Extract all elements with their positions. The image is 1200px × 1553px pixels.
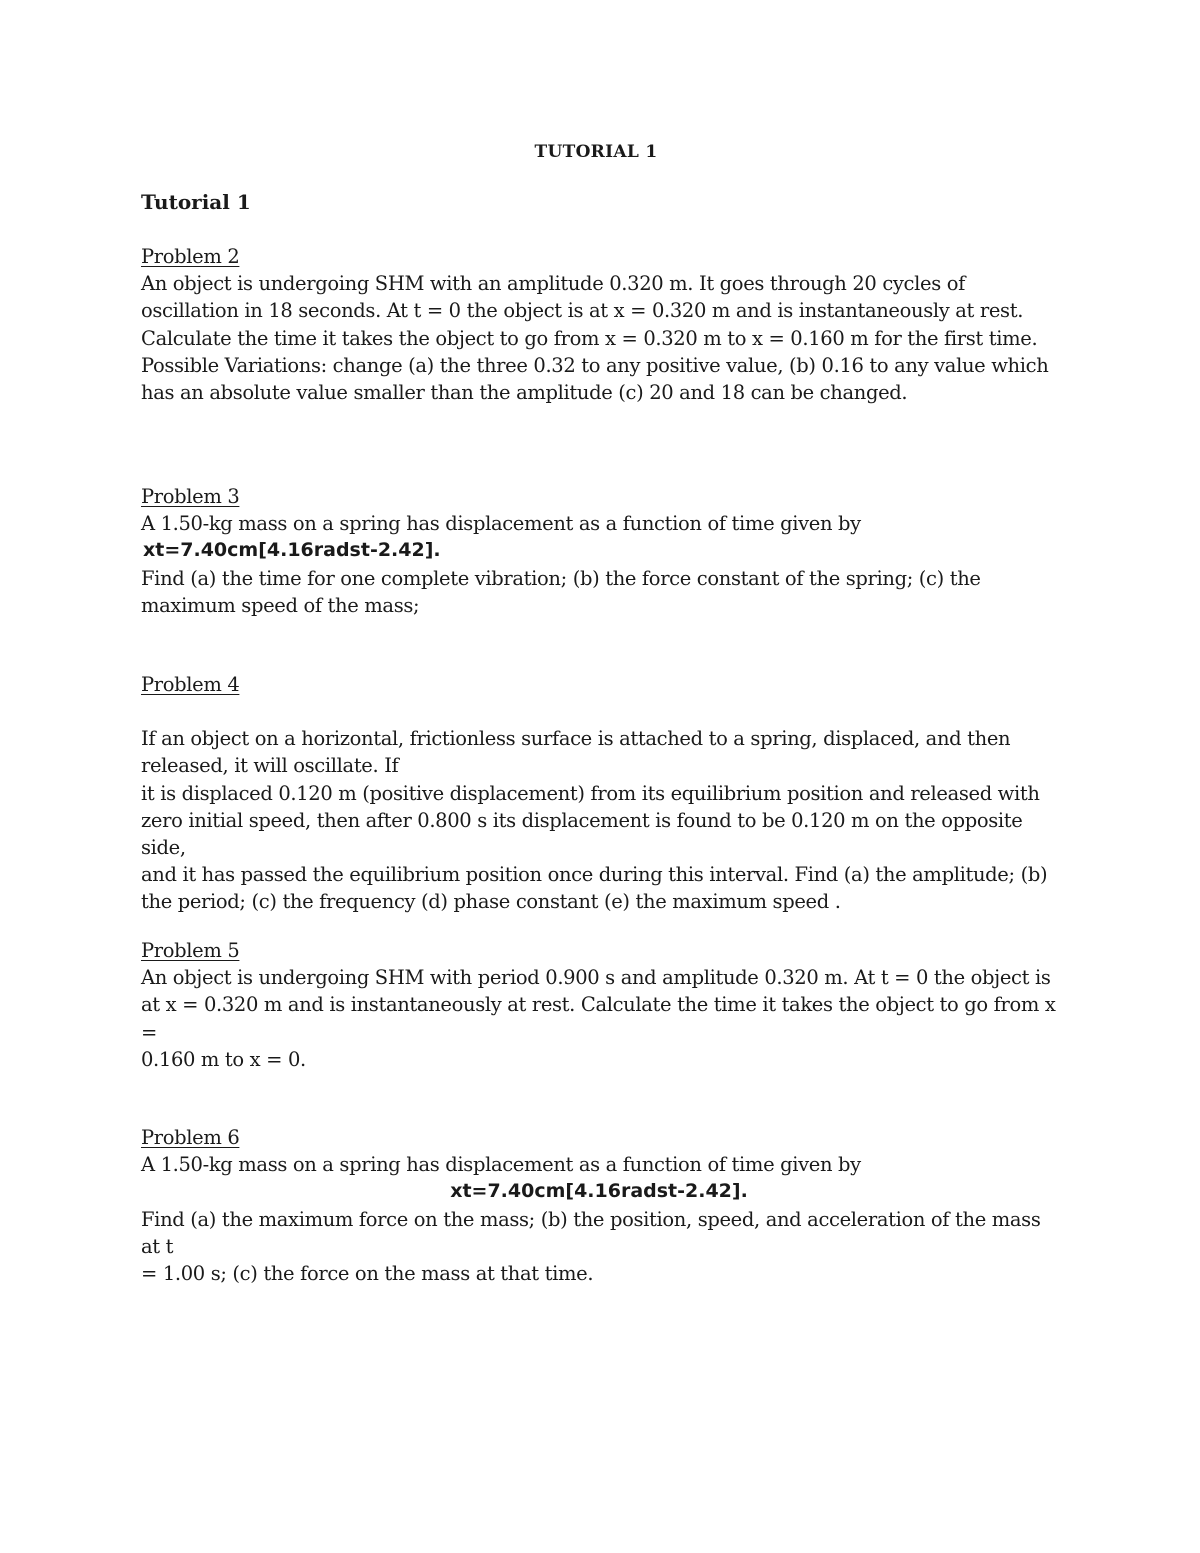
problem-6-intro: A 1.50-kg mass on a spring has displacement as a function of time given by xyxy=(141,1153,861,1177)
problem-4-section xyxy=(141,671,1061,916)
problem-3-formula: xt=7.40cm[4.16radst-2.42]. xyxy=(143,539,441,562)
problem-2-section xyxy=(141,243,1061,406)
problem-2-line-2: oscillation in 18 seconds. At t = 0 the object is at x = 0.320 m and is instantaneously at rest. xyxy=(141,299,1024,323)
problem-4-line-1: If an object on a horizontal, frictionless surface is attached to a spring, displaced, and then xyxy=(141,727,1011,751)
problem-5-line-2: at x = 0.320 m and is instantaneously at rest. Calculate the time it takes the object to go from x = xyxy=(141,993,1056,1044)
problem-2-line-1: An object is undergoing SHM with an amplitude 0.320 m. It goes through 20 cycles of xyxy=(141,272,965,296)
problem-2-line-5: has an absolute value smaller than the amplitude (c) 20 and 18 can be changed. xyxy=(141,381,908,405)
problem-3-line-2: maximum speed of the mass; xyxy=(141,593,420,617)
problem-3-line-1: Find (a) the time for one complete vibration; (b) the force constant of the spring; (c) the xyxy=(141,566,981,590)
problem-4-title: Problem 4 xyxy=(141,673,240,696)
problem-3-section xyxy=(141,483,1061,619)
problem-4-line-3: it is displaced 0.120 m (positive displacement) from its equilibrium position and released with xyxy=(141,781,1040,805)
problem-3-title: Problem 3 xyxy=(141,485,240,508)
blank-line xyxy=(141,698,1061,725)
document-title: Tutorial 1 xyxy=(141,190,251,214)
problem-6-line-2: = 1.00 s; (c) the force on the mass at that time. xyxy=(141,1262,594,1286)
problem-3-intro: A 1.50-kg mass on a spring has displacement as a function of time given by xyxy=(141,512,861,536)
problem-2-title: Problem 2 xyxy=(141,245,240,268)
problem-5-line-1: An object is undergoing SHM with period 0.900 s and amplitude 0.320 m. At t = 0 the object is xyxy=(141,966,1051,990)
problem-4-line-4: zero initial speed, then after 0.800 s its displacement is found to be 0.120 m on the opposite side, xyxy=(141,808,1023,860)
problem-5-section xyxy=(141,937,1061,1073)
problem-6-title: Problem 6 xyxy=(141,1126,240,1149)
problem-6-section xyxy=(141,1124,1061,1287)
problem-2-line-4: Possible Variations: change (a) the three 0.32 to any positive value, (b) 0.16 to any value which xyxy=(141,353,1049,377)
problem-5-line-3: 0.160 m to x = 0. xyxy=(141,1047,306,1071)
problem-6-formula: xt=7.40cm[4.16radst-2.42]. xyxy=(450,1180,748,1203)
problem-4-line-6: the period; (c) the frequency (d) phase constant (e) the maximum speed . xyxy=(141,890,841,914)
problem-4-line-2: released, it will oscillate. If xyxy=(141,754,399,778)
problem-6-line-1: Find (a) the maximum force on the mass; (b) the position, speed, and acceleration of the mass at t xyxy=(141,1207,1041,1258)
problem-5-title: Problem 5 xyxy=(141,939,240,962)
page-header-title: TUTORIAL 1 xyxy=(534,142,658,162)
problem-2-line-3: Calculate the time it takes the object to go from x = 0.320 m to x = 0.160 m for the first time. xyxy=(141,326,1038,350)
problem-4-line-5: and it has passed the equilibrium position once during this interval. Find (a) the amplitude; (b) xyxy=(141,863,1048,887)
